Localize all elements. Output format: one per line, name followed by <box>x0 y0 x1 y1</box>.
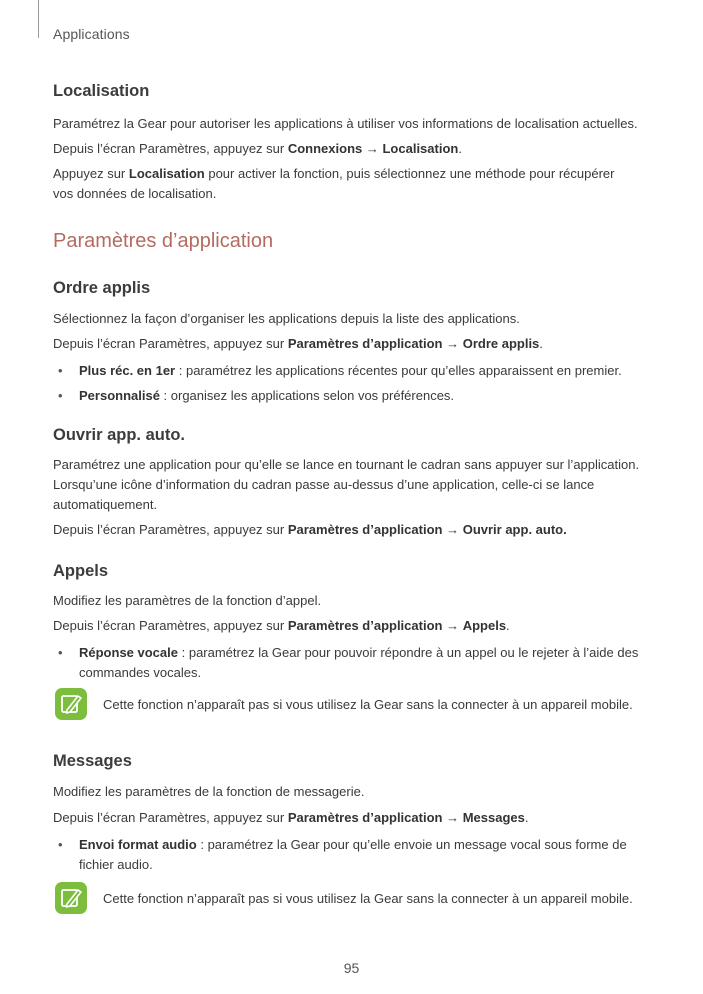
messages-bullet: • Envoi format audio : paramétrez la Gear pour qu’elle envoie un message vocal sous forme de fichier audio. <box>58 837 627 872</box>
messages-path: Depuis l’écran Paramètres, appuyez sur Paramètres d’application → Messages. <box>53 810 529 825</box>
section-label: Applications <box>53 26 130 42</box>
ordre-intro: Sélectionnez la façon d’organiser les applications depuis la liste des applications. <box>53 311 520 326</box>
localisation-tap: Appuyez sur Localisation pour activer la fonction, puis sélectionnez une méthode pour récupérer vos données de localisation. <box>53 166 615 201</box>
messages-note <box>53 882 653 920</box>
ouvrir-heading: Ouvrir app. auto. <box>53 426 186 444</box>
appels-path: Depuis l’écran Paramètres, appuyez sur Paramètres d’application → Appels. <box>53 618 510 633</box>
note-pencil-icon <box>55 688 87 720</box>
appels-intro: Modifiez les paramètres de la fonction d’appel. <box>53 593 322 608</box>
note-pencil-icon <box>55 882 87 914</box>
ouvrir-path: Depuis l’écran Paramètres, appuyez sur Paramètres d’application → Ouvrir app. auto. <box>53 522 567 537</box>
appels-note-text: Cette fonction n’apparaît pas si vous utilisez la Gear sans la connecter à un appareil mobile. <box>103 697 633 712</box>
messages-heading: Messages <box>53 752 132 770</box>
ordre-bullet: • Plus réc. en 1er : paramétrez les applications récentes pour qu’elles apparaissent en premier. <box>58 363 622 378</box>
page-number: 95 <box>343 960 360 976</box>
app-settings-title: Paramètres d’application <box>53 230 274 252</box>
appels-heading: Appels <box>53 562 109 580</box>
messages-note-text: Cette fonction n’apparaît pas si vous utilisez la Gear sans la connecter à un appareil mobile. <box>103 891 633 906</box>
ordre-path: Depuis l’écran Paramètres, appuyez sur Paramètres d’application → Ordre applis. <box>53 336 543 351</box>
messages-intro: Modifiez les paramètres de la fonction de messagerie. <box>53 784 365 799</box>
ordre-heading: Ordre applis <box>53 279 151 297</box>
localisation-heading: Localisation <box>53 82 150 100</box>
localisation-intro: Paramétrez la Gear pour autoriser les applications à utiliser vos informations de localisation actuelles. <box>53 116 638 131</box>
appels-bullet: • Réponse vocale : paramétrez la Gear pour pouvoir répondre à un appel ou le rejeter à l’aide des commandes vocales. <box>58 645 639 680</box>
ordre-bullet: • Personnalisé : organisez les applications selon vos préférences. <box>58 388 455 403</box>
localisation-path: Depuis l’écran Paramètres, appuyez sur Connexions → Localisation. <box>53 141 462 156</box>
header-divider <box>38 0 39 38</box>
appels-note <box>53 688 653 726</box>
ouvrir-intro: Paramétrez une application pour qu’elle se lance en tournant le cadran sans appuyer sur l’application. Lorsqu’une icône d’information du cadran passe au-dessus d’une application, celle-ci se lance automatiquement. <box>53 457 640 512</box>
